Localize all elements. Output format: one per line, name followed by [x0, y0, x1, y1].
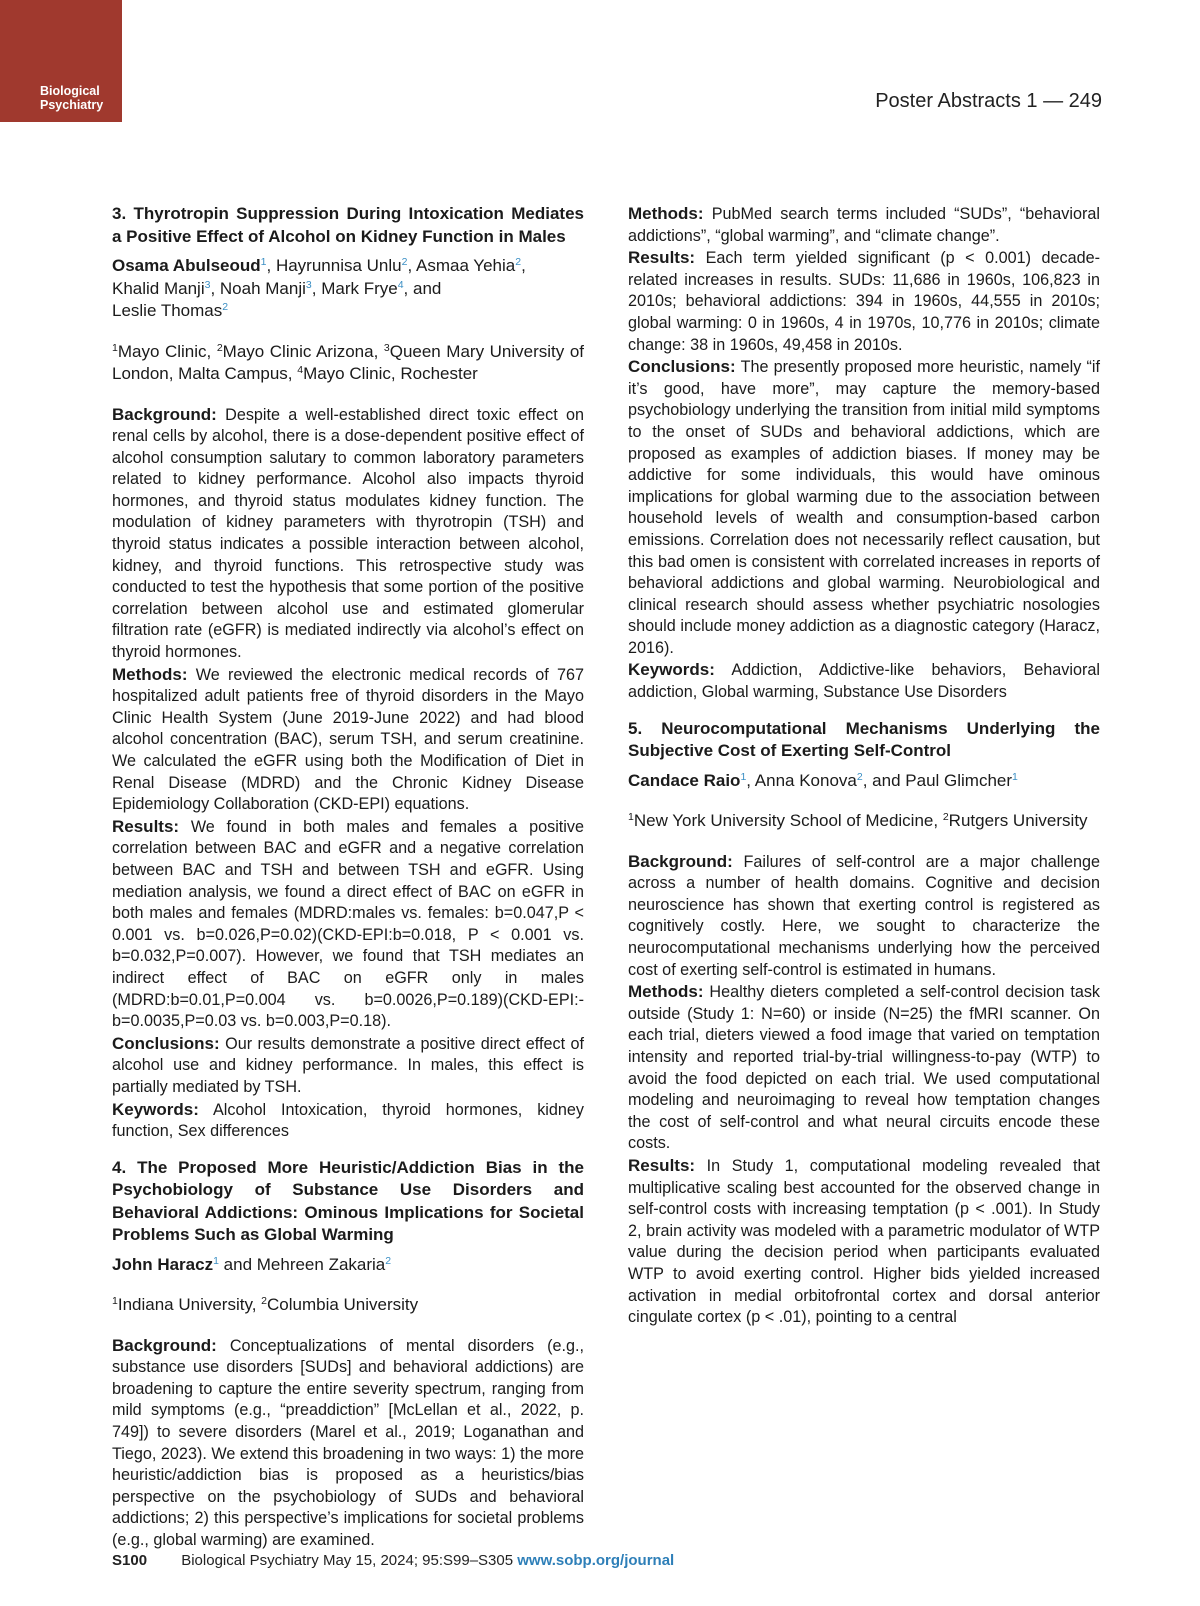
author-sup: 3 — [204, 278, 211, 291]
author-sup: 1 — [740, 770, 747, 783]
author-name: Hayrunnisa Unlu — [275, 256, 402, 275]
affiliations: $^1$Mayo Clinic, $^2$Mayo Clinic Arizona, $^3$Queen Mary University of London, Malta Campus, $^4$Mayo Clinic, Rochester — [112, 341, 584, 383]
author-name: Candace Raio — [628, 770, 741, 790]
keywords-section: Keywords: Addiction, Addictive-like behaviors, Behavioral addiction, Global warming, Substance Use Disorders — [628, 660, 1100, 702]
methods-section: Methods: Healthy dieters completed a self-control decision task outside (Study 1: N=60) or inside (N=25) the fMRI scanner. On each trial, dieters viewed a food image that varied on temptation intensity and reported trial-by-trial willingness-to-pay (WTP) to avoid the food depicted on each trial. We used computational modeling and neuroimaging to reveal how temptation changes the cost of self-control and what neural circuits encode these costs. — [628, 982, 1101, 1153]
conclusions-section: Conclusions: The presently proposed more heuristic, namely “if it’s good, have more”, may capture the memory-based psychobiology underlying the transition from initial mild symptoms to the onset of SUDs and behavioral addictions, which are proposed as examples of addiction biases. If money may be addictive for some individuals, this would have ominous implications for global warming due to the association between household levels of wealth and consumption-based carbon emissions. Correlation does not necessarily reflect causation, but this bad omen is consistent with correlated increases in reports of behavioral addictions and global warming. Neurobiological and clinical research should assess whether psychiatric nosologies should include money addiction as a diagnostic category (Haracz, 2016). — [628, 357, 1100, 657]
abstract-title: 4. The Proposed More Heuristic/Addiction Bias in the Psychobiology of Substance Use Disorders and Behavioral Addictions: Ominous Implications for Societal Problems Such as Global Warming — [112, 1157, 584, 1245]
author-sup: 2 — [385, 1254, 392, 1267]
background-section: Background: Despite a well-established direct toxic effect on renal cells by alcohol, there is a dose-dependent positive effect of alcohol consumption salutary to common laboratory parameters related to kidney performance. Alcohol also impacts thyroid hormones, and thyroid status modulates kidney function. The modulation of kidney parameters with thyrotropin (TSH) and thyroid status indicates a possible interaction between alcohol, kidney, and thyroid functions. This retrospective study was conducted to test the hypothesis that some portion of the positive correlation between alcohol use and estimated glomerular filtration rate (eGFR) is mediated indirectly via alcohol’s effect on thyroid hormones. — [112, 404, 585, 662]
results-section: Results: We found in both males and females a positive correlation between BAC and eGFR and a negative correlation between BAC and TSH and between TSH and eGFR. Using mediation analysis, we found a direct effect of BAC on eGFR in both males and females (MDRD:males vs. females: b=0.047,P < 0.001 vs. b=0.026,P=0.02)(CKD-EPI:b=0.018, P < 0.001 vs. b=0.032,P=0.007). However, we found that TSH mediates an indirect effect of BAC on eGFR only in males (MDRD:b=0.01,P=0.004 vs. b=0.0026,P=0.189)(CKD-EPI:-b=0.0035,P=0.03 vs. b=0.003,P=0.18). — [112, 816, 584, 1031]
journal-logo-text: Biological Psychiatry — [40, 84, 104, 112]
author-sup: 2 — [401, 256, 408, 268]
author-name: Leslie Thomas — [112, 301, 223, 320]
left-column — [112, 203, 584, 1552]
background-section: Background: Failures of self-control are a major challenge across a number of health domains. Cognitive and decision neuroscience has shown that exerting control is registered as cognitively costly. Here, we sought to characterize the neurocomputational mechanisms underlying how the perceived cost of exerting self-control is estimated in humans. — [628, 851, 1101, 979]
author-sup: 1 — [1012, 770, 1018, 783]
methods-section: Methods: We reviewed the electronic medical records of 767 hospitalized adult patients free of thyroid disorders in the Mayo Clinic Health System (June 2019-June 2022) and had blood alcohol concentration (BAC), serum TSH, and serum creatinine. We calculated the eGFR using both the Modification of Diet in Renal Disease (MDRD) and the Chronic Kidney Disease Epidemiology Collaboration (CKD-EPI) equations. — [112, 664, 584, 814]
right-column — [628, 203, 1100, 1329]
author-list: Osama Abulseoud$^1$, Hayrunnisa Unlu$^2$, Asmaa Yehia$^2$, Khalid Manji$^3$, Noah Manji$^3$, Mark Frye$^4$, and Leslie Thomas$^2$ — [112, 256, 526, 320]
author-name: Khalid Manji — [112, 278, 205, 298]
author-list: Candace Raio$^1$, Anna Konova$^2$, and Paul Glimcher$^1$ — [628, 770, 1018, 790]
abstract-title: 3. Thyrotropin Suppression During Intoxication Mediates a Positive Effect of Alcohol on Kidney Function in Males — [112, 204, 584, 246]
author-sup: 4 — [397, 278, 404, 291]
abstract-4 — [112, 1157, 584, 1552]
author-name: Paul Glimcher — [905, 770, 1013, 790]
author-name: Noah Manji — [219, 278, 306, 298]
author-name: John Haracz — [112, 1254, 214, 1274]
running-head: Poster Abstracts 1 — 249 — [875, 90, 1102, 112]
abstract-5 — [628, 718, 1100, 1329]
author-name: Asmaa Yehia — [415, 256, 516, 275]
author-sup: 2 — [856, 770, 863, 783]
journal-url[interactable]: www.sobp.org/journal — [517, 1552, 675, 1569]
author-sup: 1 — [260, 256, 267, 268]
page-number: S100 — [112, 1552, 148, 1569]
abstract-title: 5. Neurocomputational Mechanisms Underlying the Subjective Cost of Exerting Self-Control — [628, 718, 1100, 761]
journal-tab — [0, 0, 122, 122]
journal-citation: Biological Psychiatry May 15, 2024; 95:S99–S305 — [181, 1552, 514, 1569]
background-section: Background: Conceptualizations of mental disorders (e.g., substance use disorders [SUDs] and behavioral addictions) are broadening to capture the entire severity spectrum, ranging from mild symptoms (e.g., “preaddiction” [McLellan et al., 2022, p. 749]) to severe disorders (Marel et al., 2019; Loganathan and Tiego, 2023). We extend this broadening in two ways: 1) the more heuristic/addiction bias is proposed as a heuristics/bias perspective on the psychobiology of SUDs and behavioral addictions; 2) this perspective’s implications for societal problems (e.g., global warming) are examined. — [112, 1335, 584, 1550]
author-sup: 2 — [515, 256, 522, 268]
author-sup: 2 — [222, 301, 229, 313]
keywords-section: Keywords: Alcohol Intoxication, thyroid hormones, kidney function, Sex differences — [112, 1099, 585, 1141]
affiliations: $^1$Indiana University, $^2$Columbia University — [112, 1295, 419, 1315]
methods-section: Methods: PubMed search terms included “SUDs”, “behavioral addictions”, “global warming”, and “climate change”. — [628, 204, 1100, 245]
abstract-3 — [112, 203, 584, 1143]
author-sup: 3 — [305, 278, 312, 291]
author-name: Anna Konova — [754, 770, 857, 790]
results-section: Results: Each term yielded significant (p < 0.001) decade-related increases in results. SUDs: 11,686 in 1960s, 106,823 in 2010s; behavioral addictions: 394 in 1960s, 44,555 in 2010s; global warming: 0 in 1960s, 4 in 1970s, 10,776 in 2010s; climate change: 38 in 1960s, 49,458 in 2010s. — [628, 248, 1100, 354]
affiliations: $^1$New York University School of Medicine, $^2$Rutgers University — [628, 811, 1088, 831]
author-name: Mark Frye — [321, 278, 398, 298]
author-name: Osama Abulseoud — [112, 256, 261, 275]
conclusions-section: Conclusions: Our results demonstrate a positive direct effect of alcohol use and kidney performance. In males, this effect is partially mediated by TSH. — [112, 1033, 584, 1096]
author-sup: 1 — [213, 1254, 219, 1267]
results-section: Results: In Study 1, computational modeling revealed that multiplicative scaling best accounted for the observed change in self-control costs with increasing temptation (p < .001). In Study 2, brain activity was modeled with a parametric modulator of WTP value during the decision period when participants evaluated WTP to avoid exerting control. Higher bids yielded increased activation in medial orbitofrontal cortex and dorsal anterior cingulate cortex (p < .01), pointing to a central — [628, 1155, 1101, 1327]
author-name: Mehreen Zakaria — [256, 1254, 386, 1274]
page-footer — [112, 1552, 674, 1569]
abstract-4-continued — [628, 203, 1100, 704]
author-list: John Haracz$^1$ and Mehreen Zakaria$^2$ — [112, 1254, 392, 1274]
